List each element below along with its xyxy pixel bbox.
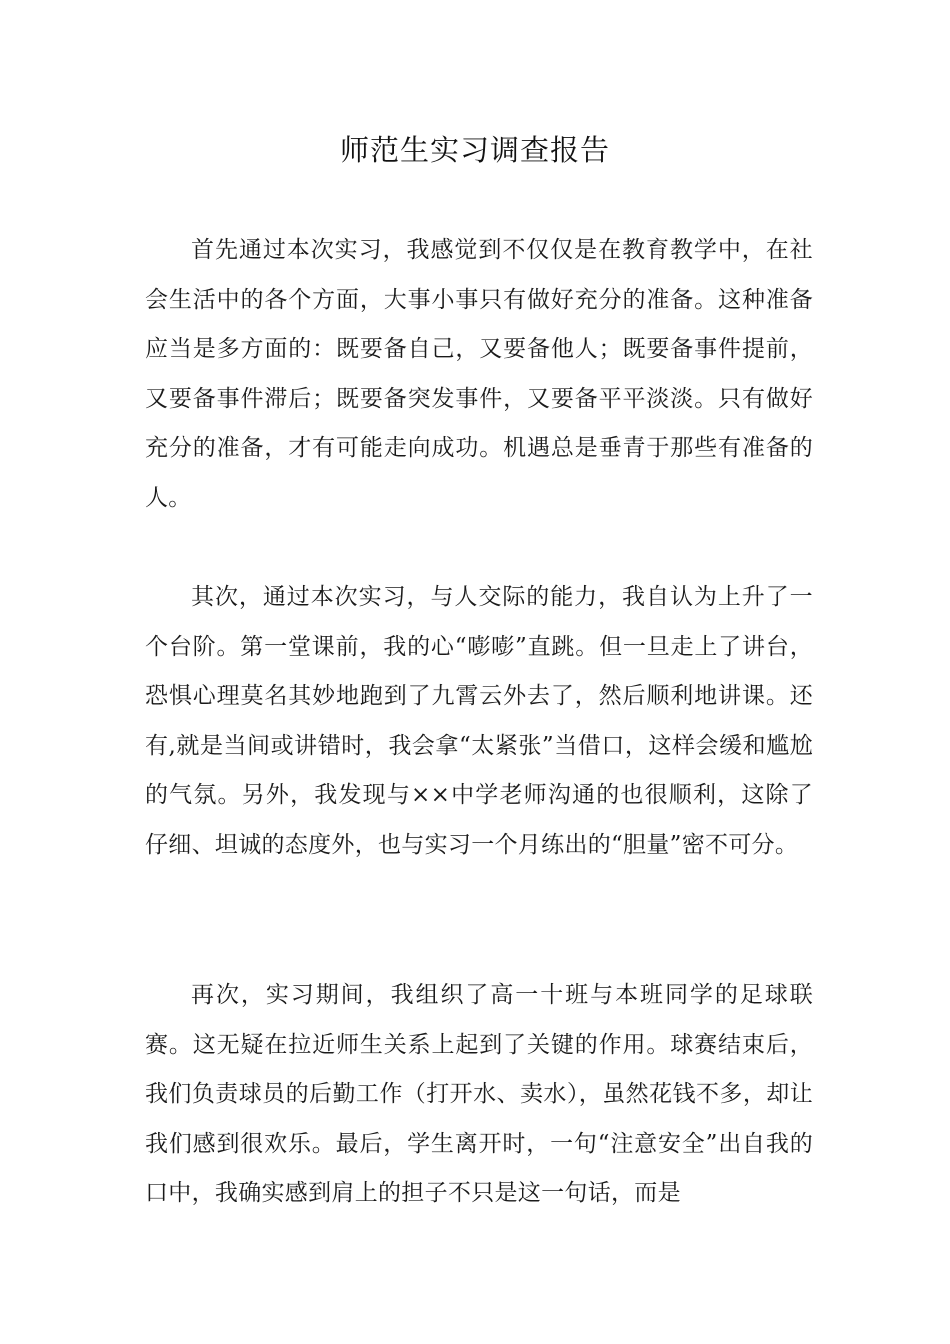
paragraph-communication: 其次，通过本次实习，与人交际的能力，我自认为上升了一个台阶。第一堂课前，我的心“嘭嘭”直跳。但一旦走上了讲台，恐惧心理莫名其妙地跑到了九霄云外去了，然后顺利地讲课。还有,就是当间或讲错时，我会拿“太紧张”当借口，这样会缓和尴尬的气氛。另外，我发现与××中学老师沟通的也很顺利，这除了仔细、坦诚的态度外，也与实习一个月练出的“胆量”密不可分。 [145, 584, 813, 858]
paragraph-preparation: 首先通过本次实习，我感觉到不仅仅是在教育教学中，在社会生活中的各个方面，大事小事只有做好充分的准备。这种准备应当是多方面的：既要备自己，又要备他人；既要备事件提前，又要备事件滞后；既要备突发事件，又要备平平淡淡。只有做好充分的准备，才有可能走向成功。机遇总是垂青于那些有准备的人。 [145, 237, 813, 511]
document-title: 师范生实习调查报告 [339, 133, 610, 167]
paragraph-football-match: 再次，实习期间，我组织了高一十班与本班同学的足球联赛。这无疑在拉近师生关系上起到了关键的作用。球赛结束后，我们负责球员的后勤工作（打开水、卖水），虽然花钱不多，却让我们感到很欢乐。最后，学生离开时，一句“注意安全”出自我的口中，我确实感到肩上的担子不只是这一句话，而是 [145, 982, 813, 1206]
